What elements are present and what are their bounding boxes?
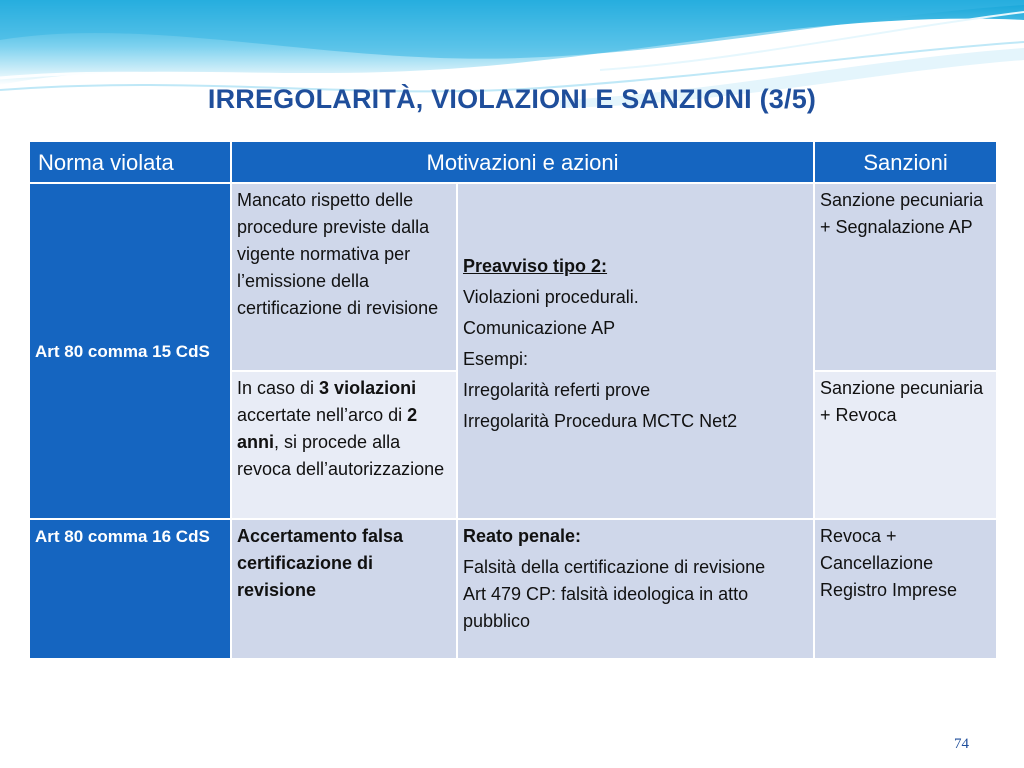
actions-cell [457,519,814,659]
slide-title: IRREGOLARITÀ, VIOLAZIONI E SANZIONI (3/5) [207,84,817,114]
sanction-cell: Sanzione pecuniaria + Revoca [814,371,997,519]
page-number: 74 [954,736,969,752]
actions-line: Art 479 CP: falsità ideologica in atto pubblico [463,584,749,631]
reason-emphasis: 3 violazioni [319,378,417,398]
actions-line: Irregolarità Procedura MCTC Net2 [463,411,738,431]
reason-cell [231,371,457,519]
actions-cell [457,183,814,519]
table-row [29,519,997,659]
sanctions-table [28,140,998,660]
header-motivazioni-azioni: Motivazioni e azioni [231,141,814,183]
actions-heading: Preavviso tipo 2: [463,256,608,276]
actions-line: Comunicazione AP [463,318,616,338]
actions-heading: Reato penale: [463,526,582,546]
article-cell: Art 80 comma 15 CdS [29,183,231,519]
actions-line: Violazioni procedurali. [463,287,639,307]
header-norma-violata: Norma violata [29,141,231,183]
reason-text: , si procede alla revoca dell’autorizzazione [237,432,445,479]
sanction-cell: Revoca + Cancellazione Registro Imprese [814,519,997,659]
reason-text: accertate nell’arco di [237,405,408,425]
table-header-row [29,141,997,183]
actions-line: Falsità della certificazione di revisione [463,557,766,577]
sanction-cell: Sanzione pecuniaria + Segnalazione AP [814,183,997,371]
reason-cell: Mancato rispetto delle procedure previste dalla vigente normativa per l’emissione della certificazione di revisione [231,183,457,371]
reason-text: In caso di [237,378,320,398]
actions-line: Esempi: [463,349,529,369]
table-row [29,183,997,371]
article-cell: Art 80 comma 16 CdS [29,519,231,659]
reason-cell: Accertamento falsa certificazione di revisione [231,519,457,659]
actions-line: Irregolarità referti prove [463,380,651,400]
header-sanzioni: Sanzioni [814,141,997,183]
reason-emphasis: 2 anni [237,405,418,452]
